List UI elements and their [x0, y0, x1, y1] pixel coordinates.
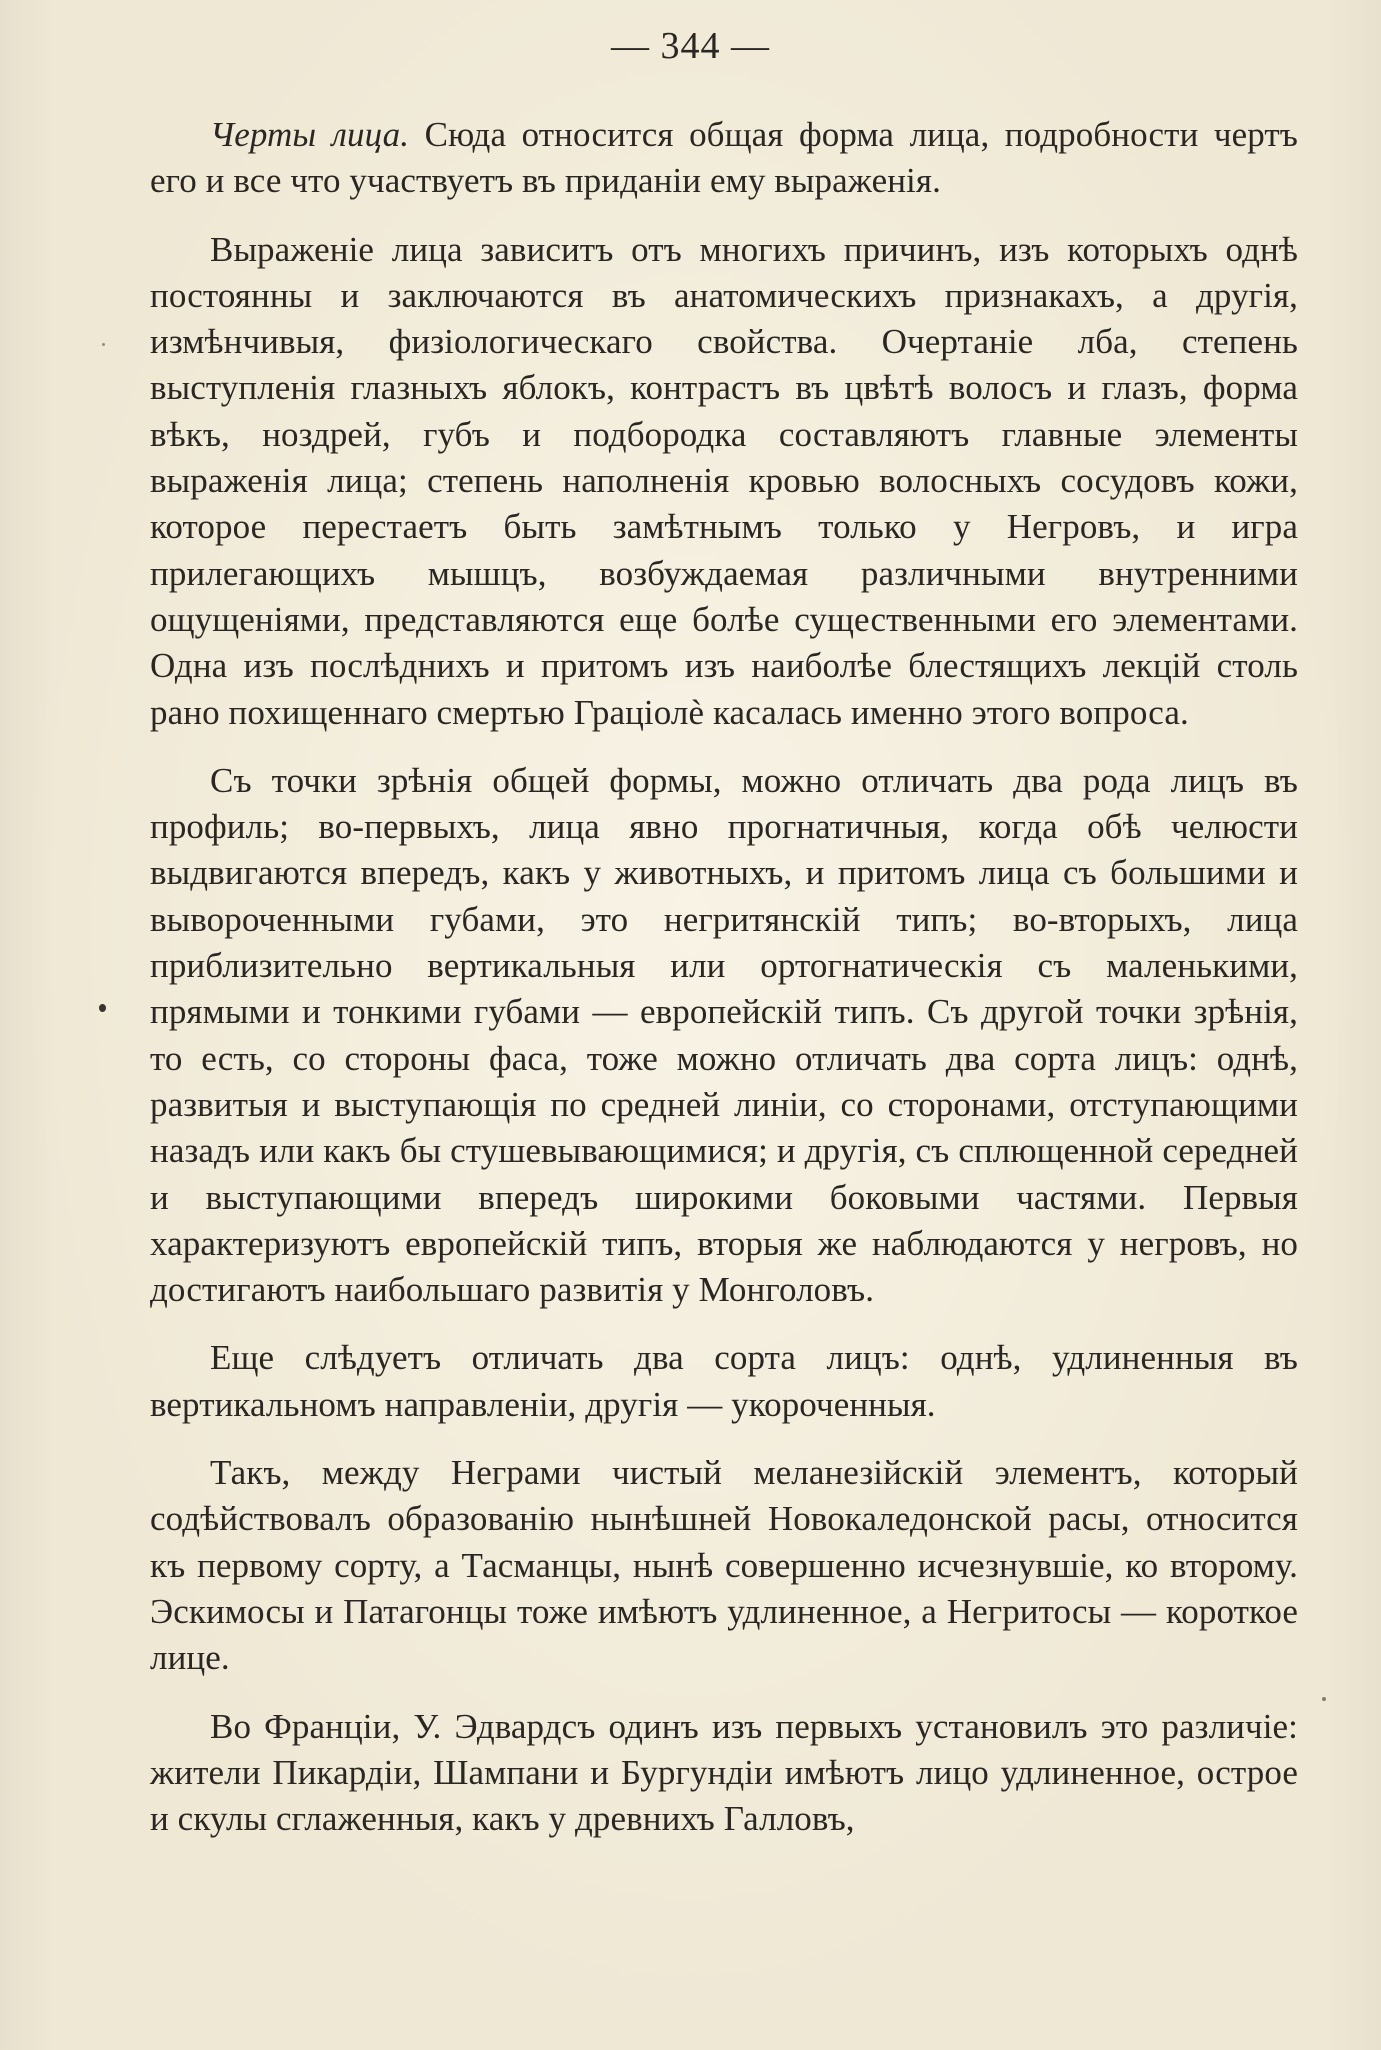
ink-speck [1322, 1697, 1326, 1701]
paragraph-france: Во Франціи, У. Эдвардсъ одинъ изъ первыхъ установилъ это различіе: жители Пикардіи, Шампани и Бургундіи имѣютъ лицо удлиненное, острое и скулы сглаженныя, какъ у древнихъ Галловъ, [150, 1706, 1298, 1839]
ink-speck [99, 1004, 106, 1012]
ink-speck [102, 343, 105, 346]
text-body [150, 112, 1298, 1842]
paragraph-elongated-faces: Еще слѣдуетъ отличать два сорта лицъ: однѣ, удлиненныя въ вертикальномъ направленіи, другія — укороченныя. [150, 1338, 1298, 1424]
paragraph-text: Сюда относится общая форма лица, подробности чертъ его и все что участвуетъ въ приданіи ему выраженія. [150, 115, 1298, 201]
section-lead: Черты лица. [210, 115, 410, 154]
paragraph-expression: Выраженіе лица зависитъ отъ многихъ причинъ, изъ которыхъ однѣ постоянны и заключаются въ анатомическихъ признакахъ, а другія, измѣнчивыя, физіологическаго свойства. Очертаніе лба, степень выступленія глазныхъ яблокъ, контрастъ въ цвѣтѣ волосъ и глазъ, форма вѣкъ, ноздрей, губъ и подбородка составляютъ главные элементы выраженія лица; степень наполненія кровью волосныхъ сосудовъ кожи, которое перестаетъ быть замѣтнымъ только у Негровъ, и игра прилегающихъ мышцъ, возбуждаемая различными внутренними ощущеніями, представляются еще болѣе существенными его элементами. Одна изъ послѣднихъ и притомъ изъ наиболѣе блестящихъ лекцій столь рано похищеннаго смертью Граціолѐ касалась именно этого вопроса. [150, 229, 1298, 732]
paragraph-examples: Такъ, между Неграми чистый меланезійскій элементъ, который содѣйствовалъ образованію нынѣшней Новокаледонской расы, относится къ первому сорту, а Тасманцы, нынѣ совершенно исчезнувшіе, ко второму. Эскимосы и Патагонцы тоже имѣютъ удлиненное, а Негритосы — короткое лице. [150, 1453, 1298, 1678]
paragraph-facial-features [150, 112, 1298, 205]
page-number: — 344 — [611, 25, 770, 67]
paragraph-profile-forms: Съ точки зрѣнія общей формы, можно отличать два рода лицъ въ профиль; во-первыхъ, лица явно прогнатичныя, когда обѣ челюсти выдвигаются впередъ, какъ у животныхъ, и притомъ лица съ большими и вывороченными губами, это негритянскій типъ; во-вторыхъ, лица приблизительно вертикальныя или ортогнатическія съ маленькими, прямыми и тонкими губами — европейскій типъ. Съ другой точки зрѣнія, то есть, со стороны фаса, тоже можно отличать два сорта лицъ: однѣ, развитыя и выступающія по средней линіи, со сторонами, отступающими назадъ или какъ бы стушевывающимися; и другія, съ сплющенной середней и выступающими впередъ широкими боковыми частями. Первыя характеризуютъ европейскій типъ, вторыя же наблюдаются у негровъ, но достигаютъ наибольшаго развитія у Монголовъ. [150, 760, 1298, 1310]
